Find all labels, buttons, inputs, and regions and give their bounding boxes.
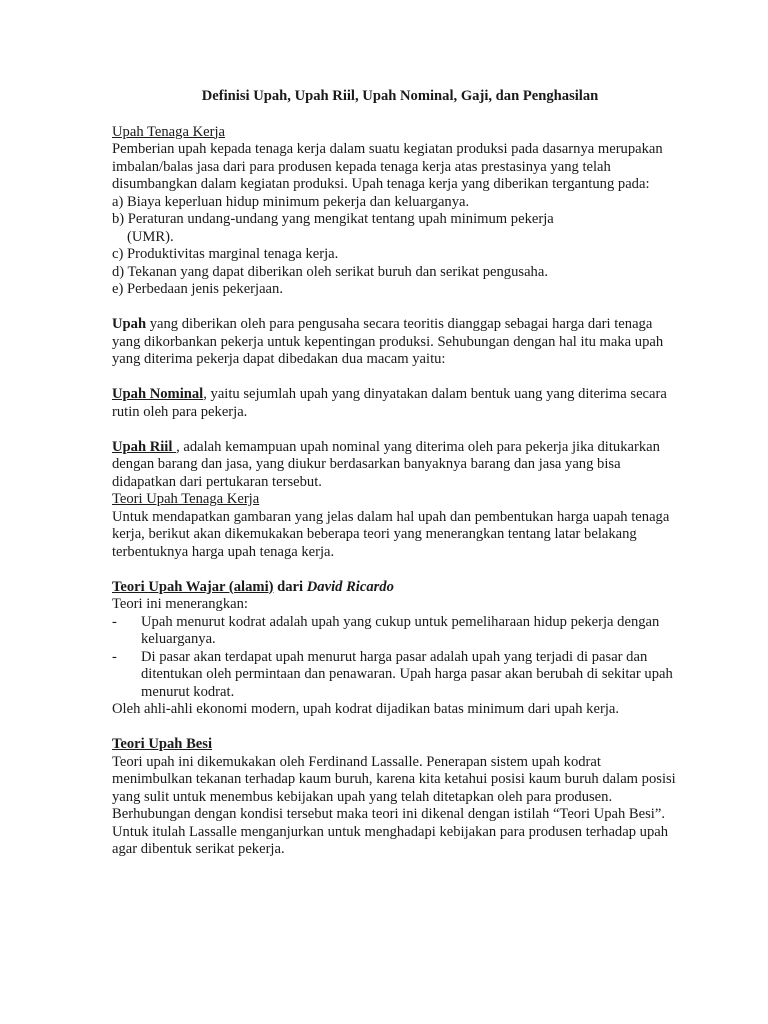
text-upah-teoritis: yang diberikan oleh para pengusaha secara teoritis dianggap sebagai harga dari tenaga yang dikorbankan pekerja untuk kepentingan produksi. Sehubungan dengan hal itu maka upah yang diterima pekerja dapat dibedakan dua macam yaitu: <box>112 316 664 367</box>
paragraph-teori-wajar-intro: Teori ini menerangkan: <box>112 596 248 612</box>
paragraph-teori-upah-besi: Teori upah ini dikemukakan oleh Ferdinand Lassalle. Penerapan sistem upah kodrat menimbulkan tekanan terhadap kaum buruh, karena kita ketahui posisi kaum buruh dalam posisi yang sulit untuk menembus kebijakan upah yang telah ditetapkan oleh para produsen. Berhubungan dengan kondisi tersebut maka teori ini dikenal dengan istilah “Teori Upah Besi”. Untuk itulah Lassalle menganjurkan untuk menghadapi kebijakan para produsen terhadap upah agar dibentuk serikat pekerja. <box>112 753 676 857</box>
list-item-e: e) Perbedaan jenis pekerjaan. <box>112 281 283 297</box>
term-upah: Upah <box>112 316 147 332</box>
author-david-ricardo: David Ricardo <box>306 578 394 595</box>
document-title: Definisi Upah, Upah Riil, Upah Nominal, Gaji, dan Penghasilan <box>201 88 599 104</box>
bullet-item-2 <box>112 649 678 702</box>
text-upah-nominal: , yaitu sejumlah upah yang dinyatakan dalam bentuk uang yang diterima secara rutin oleh para pekerja. <box>112 386 667 420</box>
bullet-text-2: Di pasar akan terdapat upah menurut harga pasar adalah upah yang terjadi di pasar dan ditentukan oleh permintaan dan penawaran. Upah harga pasar akan berubah di sekitar upah menurut kodrat. <box>141 648 673 700</box>
list-item-a: a) Biaya keperluan hidup minimum pekerja dan keluarganya. <box>112 193 470 210</box>
bullet-text-1: Upah menurut kodrat adalah upah yang cukup untuk pemeliharaan hidup pekerja dengan keluarganya. <box>141 613 660 647</box>
bullet-dash: - <box>112 613 117 630</box>
list-item-d: d) Tekanan yang dapat diberikan oleh serikat buruh dan serikat pengusaha. <box>112 263 548 280</box>
list-item-c: c) Produktivitas marginal tenaga kerja. <box>112 246 339 262</box>
heading-teori-upah-besi: Teori Upah Besi <box>112 736 213 752</box>
list-item-b-continued: (UMR). <box>127 228 174 245</box>
bullet-item-1 <box>112 614 678 649</box>
heading-connector: dari <box>273 578 307 595</box>
heading-upah-tenaga-kerja: Upah Tenaga Kerja <box>112 123 225 140</box>
bullet-dash: - <box>112 648 117 665</box>
paragraph-upah-nominal <box>112 386 678 421</box>
term-upah-nominal: Upah Nominal <box>112 386 204 402</box>
paragraph-upah-intro: Pemberian upah kepada tenaga kerja dalam suatu kegiatan produksi pada dasarnya merupakan imbalan/balas jasa dari para produsen kepada tenaga kerja atas prestasinya yang telah disumbangkan dalam kegiatan produksi. Upah tenaga kerja yang diberikan tergantung pada: <box>112 141 663 192</box>
section-upah-tenaga-kerja <box>112 124 678 299</box>
heading-teori-upah-wajar-text: Teori Upah Wajar (alami) <box>112 578 274 595</box>
paragraph-upah-riil <box>112 439 678 492</box>
paragraph-teori-wajar-closing: Oleh ahli-ahli ekonomi modern, upah kodrat dijadikan batas minimum dari upah kerja. <box>112 701 619 717</box>
heading-teori-upah-wajar <box>112 579 678 597</box>
text-upah-riil: , adalah kemampuan upah nominal yang diterima oleh para pekerja jika ditukarkan dengan barang dan jasa, yang diukur berdasarkan banyaknya barang dan jasa yang bisa didapatkan dari pertukaran tersebut. <box>112 438 660 490</box>
paragraph-upah-teoritis <box>112 316 678 369</box>
paragraph-teori-upah: Untuk mendapatkan gambaran yang jelas dalam hal upah dan pembentukan harga uapah tenaga kerja, berikut akan dikemukakan beberapa teori yang menerangkan tentang latar belakang terbentuknya harga upah tenaga kerja. <box>112 508 670 560</box>
list-item-b: b) Peraturan undang-undang yang mengikat tentang upah minimum pekerja <box>112 211 554 227</box>
heading-teori-upah-tenaga-kerja: Teori Upah Tenaga Kerja <box>112 491 260 507</box>
term-upah-riil: Upah Riil <box>112 438 177 455</box>
